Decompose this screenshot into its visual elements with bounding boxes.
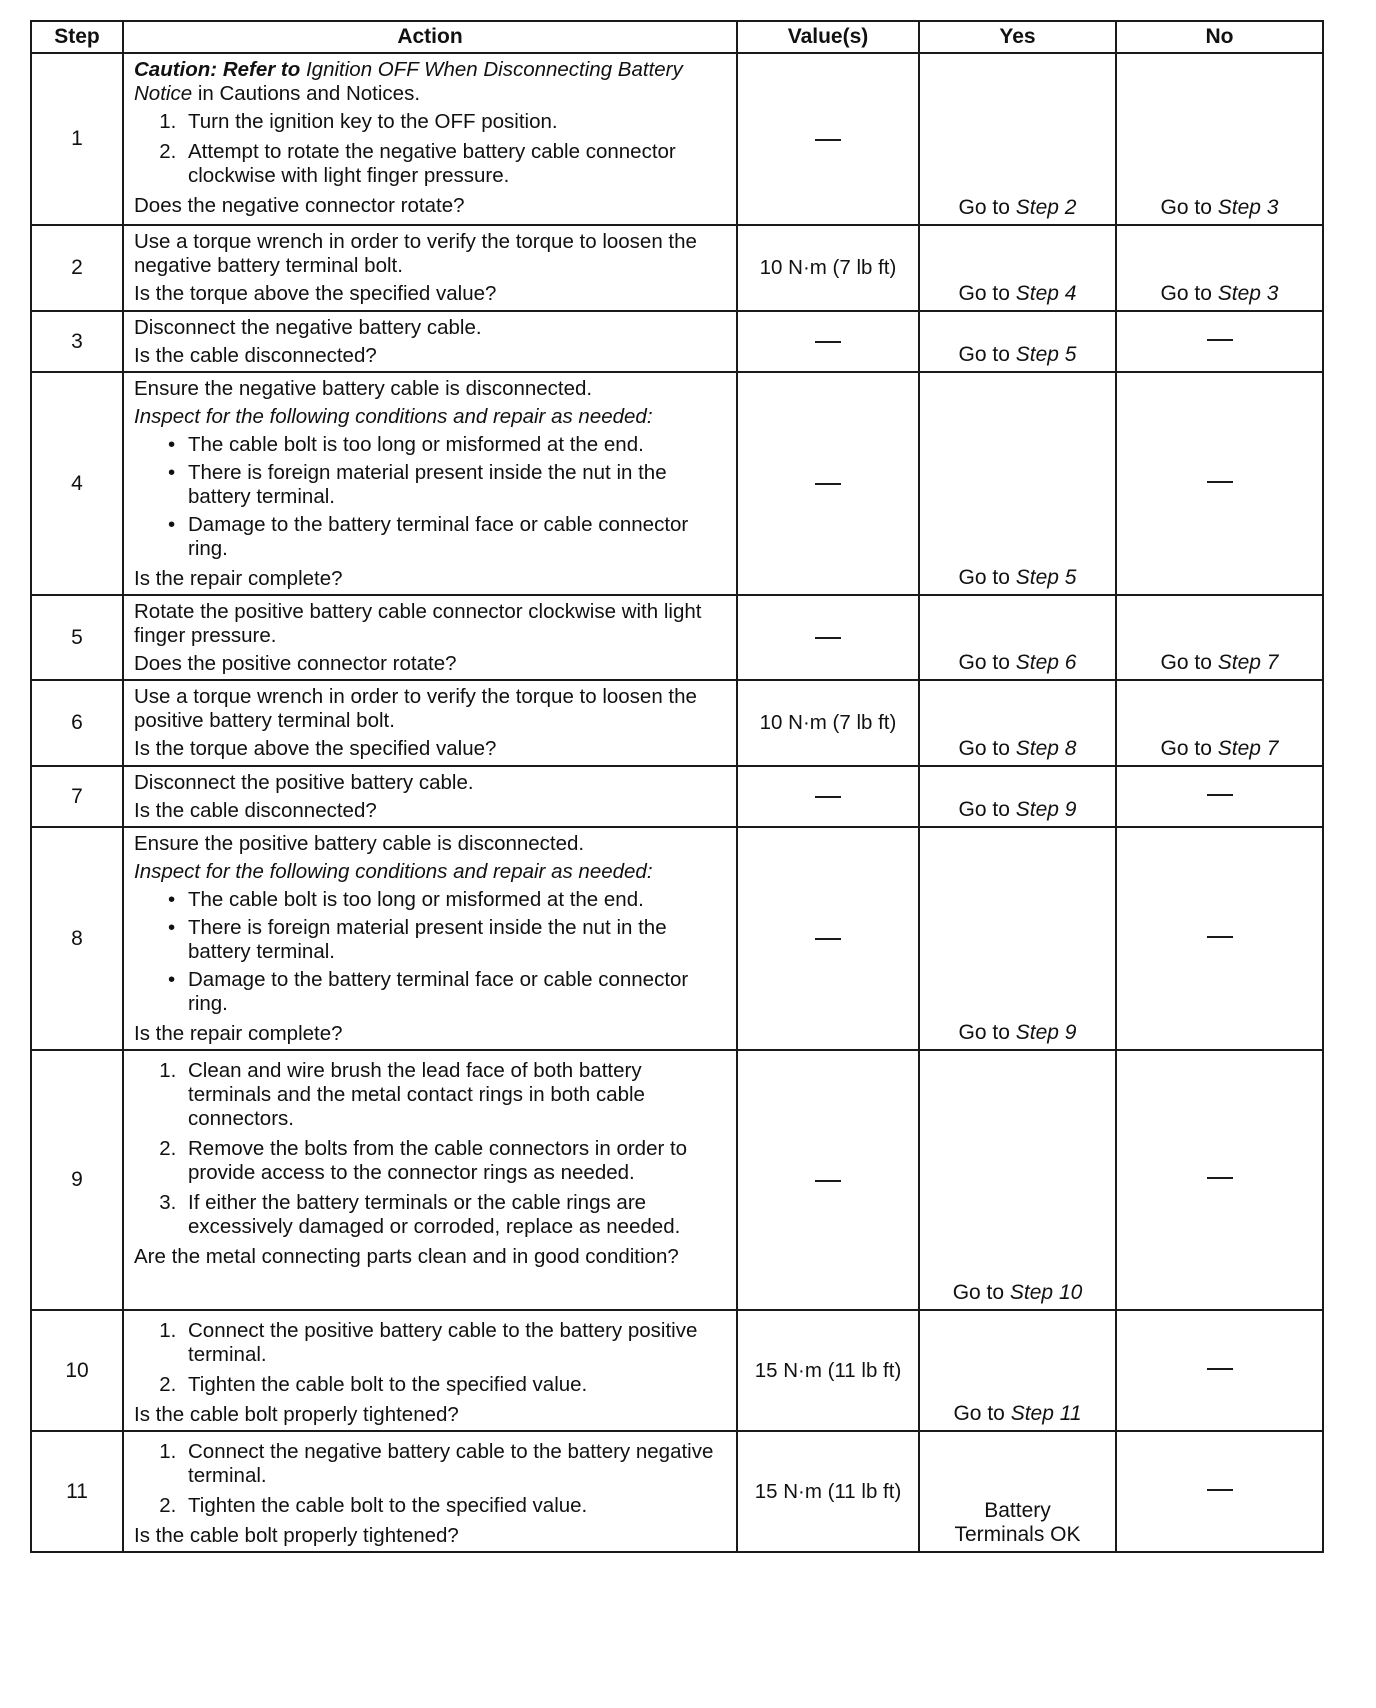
goto-label: Go to bbox=[958, 737, 1010, 760]
action-text: Ensure the negative battery cable is disconnected. bbox=[134, 377, 593, 400]
question-text: Is the torque above the specified value? bbox=[134, 282, 497, 305]
action-cell bbox=[123, 680, 737, 766]
question-text: Are the metal connecting parts clean and in good condition? bbox=[134, 1245, 679, 1268]
procedure-item: 3. If either the battery terminals or the cable rings are excessively damaged or corroded, replace as needed. bbox=[182, 1191, 728, 1239]
condition-item: • There is foreign material present inside the nut in the battery terminal. bbox=[176, 916, 728, 964]
step-number: 11 bbox=[31, 1431, 123, 1552]
caution-reference: Ignition OFF When Disconnecting Battery Notice bbox=[134, 58, 683, 105]
no-cell bbox=[1116, 372, 1323, 595]
yes-cell bbox=[919, 1310, 1116, 1431]
yes-cell bbox=[919, 225, 1116, 311]
dash-mark bbox=[1207, 339, 1233, 341]
goto-label: Go to bbox=[958, 282, 1010, 305]
table-row bbox=[31, 680, 1323, 766]
action-cell bbox=[123, 1050, 737, 1310]
yes-step-ref: Step 8 bbox=[1015, 737, 1077, 760]
dash-mark bbox=[1207, 1368, 1233, 1370]
no-cell bbox=[1116, 53, 1323, 225]
dash-mark bbox=[815, 938, 841, 940]
question-text: Is the cable bolt properly tightened? bbox=[134, 1524, 459, 1547]
goto-label: Go to bbox=[952, 1281, 1005, 1304]
procedure-item: 2. Tighten the cable bolt to the specified value. bbox=[182, 1373, 728, 1397]
no-step-ref: Step 7 bbox=[1217, 651, 1279, 674]
header-step: Step bbox=[31, 21, 123, 53]
action-text: Rotate the positive battery cable connector clockwise with light finger pressure. bbox=[134, 600, 702, 647]
dash-mark bbox=[815, 1180, 841, 1182]
no-cell bbox=[1116, 827, 1323, 1050]
goto-label: Go to bbox=[958, 566, 1010, 589]
yes-step-ref: Step 4 bbox=[1015, 282, 1077, 305]
goto-label: Go to bbox=[958, 196, 1010, 219]
value-cell: 10 N·m (7 lb ft) bbox=[737, 680, 919, 766]
no-step-ref: Step 3 bbox=[1217, 282, 1279, 305]
caution-rest: in Cautions and Notices. bbox=[197, 82, 421, 105]
question-text: Is the cable disconnected? bbox=[134, 344, 377, 367]
dash-mark bbox=[1207, 794, 1233, 796]
dash-mark bbox=[1207, 1177, 1233, 1179]
no-cell bbox=[1116, 311, 1323, 372]
step-number: 2 bbox=[31, 225, 123, 311]
table-row bbox=[31, 1431, 1323, 1552]
no-cell bbox=[1116, 1050, 1323, 1310]
yes-cell bbox=[919, 372, 1116, 595]
action-cell bbox=[123, 1431, 737, 1552]
no-step-ref: Step 3 bbox=[1217, 196, 1279, 219]
no-cell bbox=[1116, 1310, 1323, 1431]
no-cell bbox=[1116, 766, 1323, 827]
question-text: Does the negative connector rotate? bbox=[134, 194, 465, 217]
yes-step-ref: Step 2 bbox=[1015, 196, 1077, 219]
question-text: Is the cable bolt properly tightened? bbox=[134, 1403, 459, 1426]
step-number: 8 bbox=[31, 827, 123, 1050]
yes-step-ref: Step 9 bbox=[1015, 1021, 1077, 1044]
step-number: 9 bbox=[31, 1050, 123, 1310]
table-row bbox=[31, 53, 1323, 225]
goto-label: Go to bbox=[958, 1021, 1010, 1044]
yes-cell bbox=[919, 53, 1116, 225]
dash-mark bbox=[1207, 1489, 1233, 1491]
header-action: Action bbox=[123, 21, 737, 53]
goto-label: Go to bbox=[958, 798, 1010, 821]
table-row bbox=[31, 827, 1323, 1050]
header-no: No bbox=[1116, 21, 1323, 53]
yes-step-ref: Step 5 bbox=[1015, 343, 1077, 366]
goto-label: Go to bbox=[958, 651, 1010, 674]
condition-item: • There is foreign material present inside the nut in the battery terminal. bbox=[176, 461, 728, 509]
value-cell: 15 N·m (11 lb ft) bbox=[737, 1310, 919, 1431]
value-cell bbox=[737, 766, 919, 827]
dash-mark bbox=[815, 483, 841, 485]
procedure-item: 1. Turn the ignition key to the OFF position. bbox=[182, 110, 728, 134]
value-cell bbox=[737, 53, 919, 225]
procedure-item: 2. Tighten the cable bolt to the specified value. bbox=[182, 1494, 728, 1518]
yes-step-ref: Step 10 bbox=[1009, 1281, 1083, 1304]
table-row bbox=[31, 1310, 1323, 1431]
diagnostic-table bbox=[30, 20, 1324, 1553]
yes-cell bbox=[919, 1050, 1116, 1310]
goto-label: Go to bbox=[953, 1402, 1005, 1425]
action-text: Use a torque wrench in order to verify the torque to loosen the positive battery terminal bolt. bbox=[134, 685, 697, 732]
procedure-item: 2. Remove the bolts from the cable connectors in order to provide access to the connector rings as needed. bbox=[182, 1137, 728, 1185]
action-cell bbox=[123, 225, 737, 311]
value-cell bbox=[737, 1050, 919, 1310]
procedure-item: 1. Connect the positive battery cable to the battery positive terminal. bbox=[182, 1319, 728, 1367]
value-cell: 15 N·m (11 lb ft) bbox=[737, 1431, 919, 1552]
step-number: 1 bbox=[31, 53, 123, 225]
dash-mark bbox=[1207, 936, 1233, 938]
value-cell bbox=[737, 372, 919, 595]
goto-label: Go to bbox=[1160, 282, 1212, 305]
condition-list bbox=[134, 888, 728, 1016]
table-row bbox=[31, 372, 1323, 595]
procedure-item: 1. Connect the negative battery cable to the battery negative terminal. bbox=[182, 1440, 728, 1488]
header-yes: Yes bbox=[919, 21, 1116, 53]
header-values: Value(s) bbox=[737, 21, 919, 53]
yes-cell bbox=[919, 1431, 1116, 1552]
caution-label: Caution: Refer to bbox=[134, 58, 301, 81]
step-number: 5 bbox=[31, 595, 123, 680]
yes-cell bbox=[919, 827, 1116, 1050]
condition-item: • The cable bolt is too long or misformed at the end. bbox=[176, 433, 728, 457]
table-row bbox=[31, 1050, 1323, 1310]
yes-step-ref: Step 9 bbox=[1015, 798, 1077, 821]
procedure-list bbox=[134, 110, 728, 188]
action-text: Disconnect the positive battery cable. bbox=[134, 771, 474, 794]
inspect-text: Inspect for the following conditions and repair as needed: bbox=[134, 860, 653, 883]
table-row bbox=[31, 225, 1323, 311]
no-step-ref: Step 7 bbox=[1217, 737, 1279, 760]
dash-mark bbox=[1207, 481, 1233, 483]
yes-cell bbox=[919, 766, 1116, 827]
step-number: 4 bbox=[31, 372, 123, 595]
action-cell bbox=[123, 1310, 737, 1431]
procedure-item: 1. Clean and wire brush the lead face of both battery terminals and the metal contact rings in both cable connectors. bbox=[182, 1059, 728, 1131]
table-row bbox=[31, 311, 1323, 372]
no-cell bbox=[1116, 595, 1323, 680]
procedure-list bbox=[134, 1440, 728, 1518]
procedure-list bbox=[134, 1059, 728, 1239]
condition-item: • Damage to the battery terminal face or cable connector ring. bbox=[176, 513, 728, 561]
action-cell bbox=[123, 766, 737, 827]
condition-item: • Damage to the battery terminal face or cable connector ring. bbox=[176, 968, 728, 1016]
table-row bbox=[31, 595, 1323, 680]
action-text: Disconnect the negative battery cable. bbox=[134, 316, 482, 339]
action-cell bbox=[123, 53, 737, 225]
yes-cell bbox=[919, 595, 1116, 680]
goto-label: Go to bbox=[1160, 737, 1212, 760]
step-number: 10 bbox=[31, 1310, 123, 1431]
header-row bbox=[31, 21, 1323, 53]
dash-mark bbox=[815, 796, 841, 798]
no-cell bbox=[1116, 1431, 1323, 1552]
action-cell bbox=[123, 595, 737, 680]
caution-note bbox=[134, 58, 728, 106]
value-cell bbox=[737, 827, 919, 1050]
action-text: Ensure the positive battery cable is disconnected. bbox=[134, 832, 585, 855]
yes-text: Battery Terminals OK bbox=[954, 1499, 1081, 1546]
step-number: 6 bbox=[31, 680, 123, 766]
condition-item: • The cable bolt is too long or misformed at the end. bbox=[176, 888, 728, 912]
table-row bbox=[31, 766, 1323, 827]
yes-cell bbox=[919, 680, 1116, 766]
question-text: Is the repair complete? bbox=[134, 1022, 343, 1045]
condition-list bbox=[134, 433, 728, 561]
procedure-list bbox=[134, 1319, 728, 1397]
no-cell bbox=[1116, 225, 1323, 311]
dash-mark bbox=[815, 637, 841, 639]
action-text: Use a torque wrench in order to verify the torque to loosen the negative battery terminal bolt. bbox=[134, 230, 697, 277]
procedure-item: 2. Attempt to rotate the negative battery cable connector clockwise with light finger pressure. bbox=[182, 140, 728, 188]
no-cell bbox=[1116, 680, 1323, 766]
goto-label: Go to bbox=[958, 343, 1010, 366]
yes-cell bbox=[919, 311, 1116, 372]
table-body bbox=[31, 53, 1323, 1552]
question-text: Is the torque above the specified value? bbox=[134, 737, 497, 760]
inspect-text: Inspect for the following conditions and repair as needed: bbox=[134, 405, 653, 428]
yes-step-ref: Step 11 bbox=[1010, 1402, 1082, 1425]
value-cell: 10 N·m (7 lb ft) bbox=[737, 225, 919, 311]
action-cell bbox=[123, 311, 737, 372]
yes-step-ref: Step 5 bbox=[1015, 566, 1077, 589]
question-text: Is the cable disconnected? bbox=[134, 799, 377, 822]
question-text: Is the repair complete? bbox=[134, 567, 343, 590]
question-text: Does the positive connector rotate? bbox=[134, 652, 457, 675]
dash-mark bbox=[815, 341, 841, 343]
action-cell bbox=[123, 827, 737, 1050]
goto-label: Go to bbox=[1160, 651, 1212, 674]
step-number: 3 bbox=[31, 311, 123, 372]
action-cell bbox=[123, 372, 737, 595]
goto-label: Go to bbox=[1160, 196, 1212, 219]
dash-mark bbox=[815, 139, 841, 141]
yes-step-ref: Step 6 bbox=[1015, 651, 1077, 674]
value-cell bbox=[737, 595, 919, 680]
value-cell bbox=[737, 311, 919, 372]
step-number: 7 bbox=[31, 766, 123, 827]
